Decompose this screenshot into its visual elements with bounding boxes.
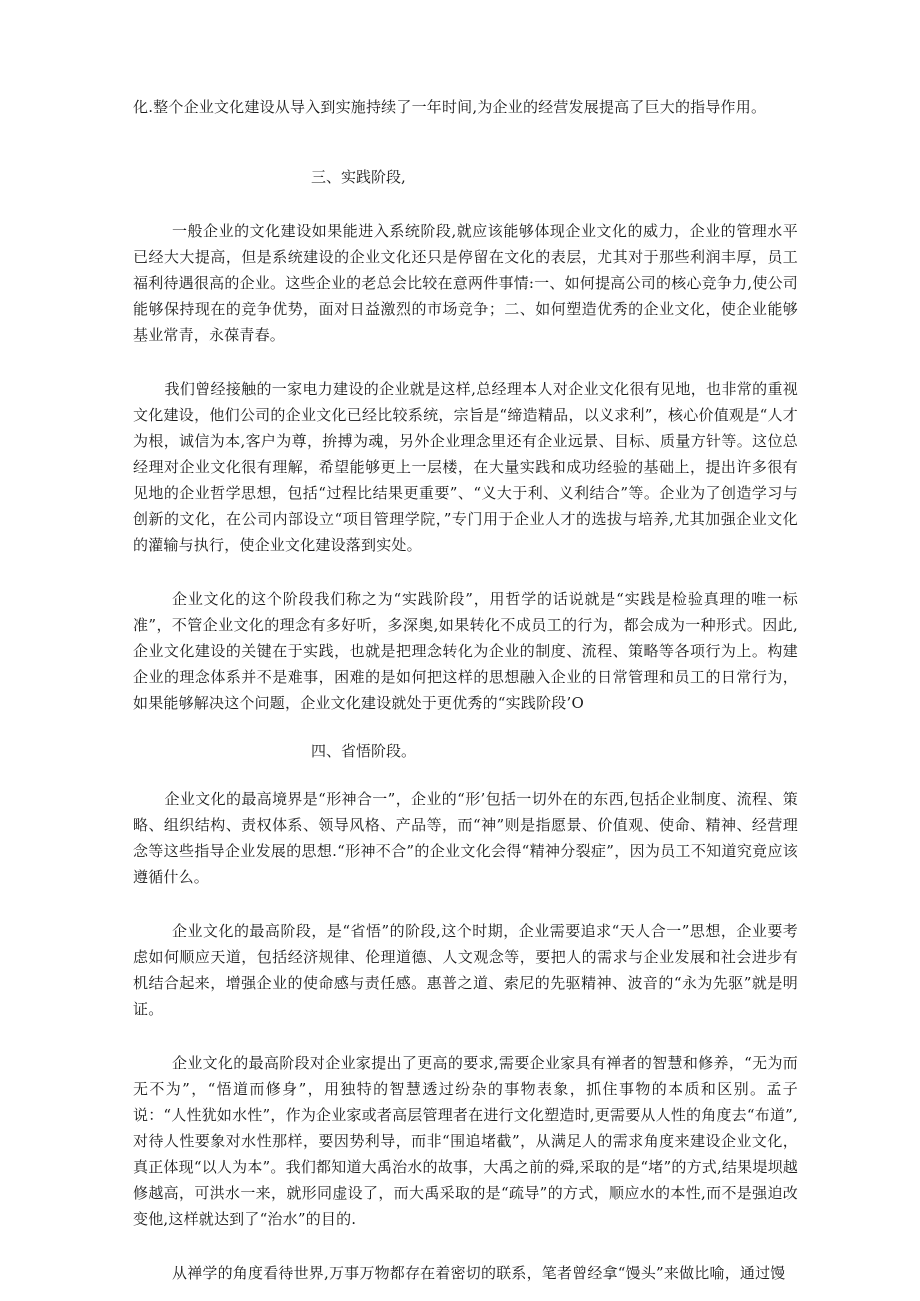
paragraph-5: 企业文化的最高阶段，是“省悟”的阶段,这个时期，企业需要追求“天人合一”思想，企业要考虑如何顺应天道，包括经济规律、伦理道德、人文观念等，要把人的需求与企业发展和社会进步有机结合起来，增强企业的使命感与责任感。惠普之道、索尼的先驱精神、波音的“永为先驱”就是明证。 [133,922,798,1018]
document-page [133,94,798,1286]
paragraph-1: 一般企业的文化建设如果能进入系统阶段,就应该能够体现企业文化的威力，企业的管理水平已经大大提高，但是系统建设的企业文化还只是停留在文化的表层，尤其对于那些利润丰厚，员工福利待遇很高的企业。这些企业的老总会比较在意两件事情:一、如何提高公司的核心竞争力,使公司能够保持现在的竞争优势，面对日益激烈的市场竞争；二、如何塑造优秀的企业文化，使企业能够基业常青，永葆青春。 [133,222,798,344]
paragraph-6: 企业文化的最高阶段对企业家提出了更高的要求,需要企业家具有禅者的智慧和修养，“无为而无不为”，“悟道而修身”，用独特的智慧透过纷杂的事物表象，抓住事物的本质和区别。孟子说：“人性犹如水性”，作为企业家或者高层管理者在进行文化塑造时,更需要从人性的角度去“布道”,对待人性要象对水性那样，要因势利导，而非“围追堵截”，从满足人的需求角度来建设企业文化，真正体现“以人为本”。我们都知道大禹治水的故事，大禹之前的舜,采取的是“堵”的方式,结果堤坝越修越高，可洪水一来，就形同虚设了，而大禹采取的是“疏导”的方式，顺应水的本性,而不是强迫改变他,这样就达到了“治水”的目的. [133,1054,798,1228]
paragraph-4: 企业文化的最高境界是“形神合一”，企业的“形’包括一切外在的东西,包括企业制度、流程、策略、组织结构、责权体系、领导风格、产品等，而“神”则是指愿景、价值观、使命、精神、经营理念等这些指导企业发展的思想.“形神不合”的企业文化会得“精神分裂症”，因为员工不知道究竟应该遵循什么。 [133,790,798,886]
paragraph-2: 我们曾经接触的一家电力建设的企业就是这样,总经理本人对企业文化很有见地，也非常的重视文化建设，他们公司的企业文化已经比较系统，宗旨是“缔造精品，以义求利”，核心价值观是“人才为根，诚信为本,客户为尊，拚搏为魂，另外企业理念里还有企业远景、目标、质量方针等。这位总经理对企业文化很有理解，希望能够更上一层楼，在大量实践和成功经验的基础上，提出许多很有见地的企业哲学思想，包括“过程比结果更重要”、“义大于利、义利结合”等。企业为了创造学习与创新的文化，在公司内部设立“项目管理学院，”专门用于企业人才的选拔与培养,尤其加强企业文化的灌输与执行，使企业文化建设落到实处。 [133,380,798,554]
paragraph-0: 化.整个企业文化建设从导入到实施持续了一年时间,为企业的经营发展提高了巨大的指导作用。 [133,98,767,116]
paragraph-3: 企业文化的这个阶段我们称之为“实践阶段”，用哲学的话说就是“实践是检验真理的唯一标准”，不管企业文化的理念有多好听，多深奥,如果转化不成员工的行为，都会成为一种形式。因此,企业文化建设的关键在于实践，也就是把理念转化为企业的制度、流程、策略等各项行为上。构建企业的理念体系并不是难事，困难的是如何把这样的思想融入企业的日常管理和员工的日常行为，如果能够解决这个问题，企业文化建设就处于更优秀的“实践阶段’O [133,590,798,712]
section-heading-3: 三、实践阶段, [311,168,406,186]
paragraph-7: 从禅学的角度看待世界,万事万物都存在着密切的联系，笔者曾经拿“馒头”来做比喻，通过馒 [172,1264,786,1282]
section-heading-4: 四、省悟阶段。 [311,742,417,760]
